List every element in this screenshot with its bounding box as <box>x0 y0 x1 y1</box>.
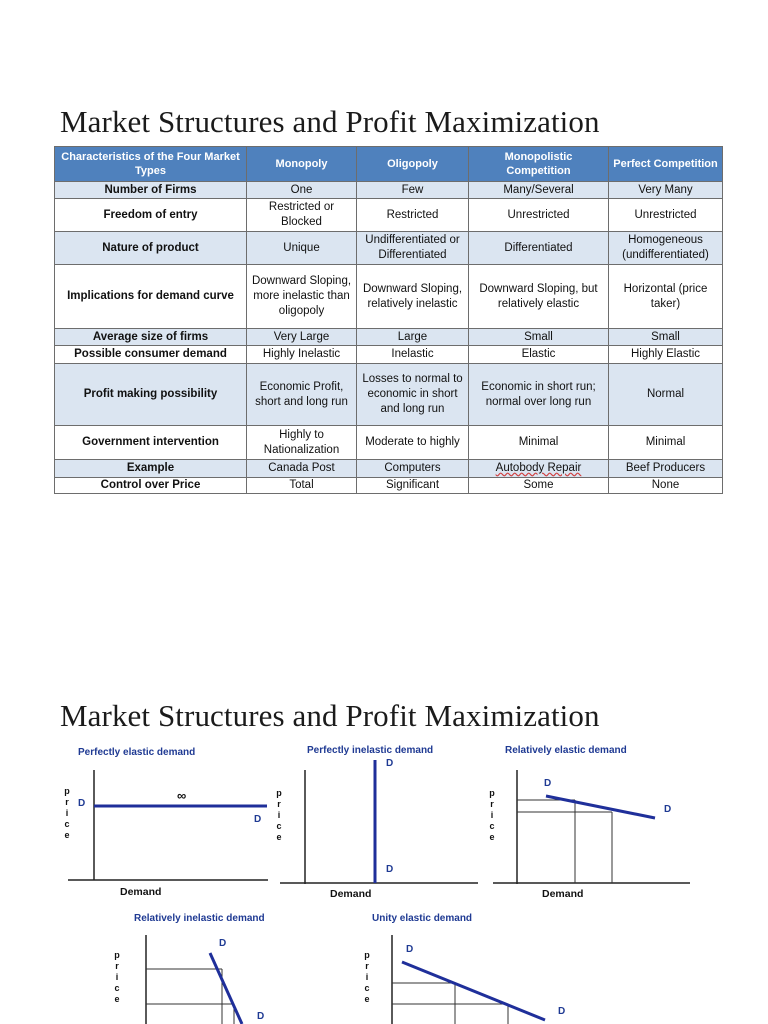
table-cell: Restricted or Blocked <box>247 199 357 232</box>
curve-label: D <box>386 864 394 875</box>
table-cell: Unrestricted <box>609 199 723 232</box>
table-cell: Unique <box>247 232 357 265</box>
table-cell: Very Many <box>609 182 723 199</box>
row-label: Freedom of entry <box>55 199 247 232</box>
chart-title: Perfectly inelastic demand <box>307 745 434 756</box>
table-cell: Highly Inelastic <box>247 346 357 364</box>
chart-title: Relatively elastic demand <box>505 745 627 756</box>
curve-label: D <box>558 1006 566 1017</box>
curve-label: D <box>254 814 262 825</box>
infinity-symbol: ∞ <box>177 788 187 803</box>
table-cell: Small <box>469 329 609 346</box>
table-cell: Minimal <box>609 426 723 460</box>
table-cell: Losses to normal to economic in short and long run <box>357 364 469 426</box>
table-cell: Canada Post <box>247 460 357 478</box>
curve-label: D <box>406 944 414 955</box>
demand-curve <box>402 962 545 1020</box>
table-cell: Beef Producers <box>609 460 723 478</box>
y-axis-label: p r i c e <box>114 950 120 1004</box>
y-axis-label: p r i c e <box>64 786 70 840</box>
table-cell: None <box>609 478 723 494</box>
curve-label: D <box>544 778 552 789</box>
curve-label: D <box>219 938 227 949</box>
y-axis-label: p r i c e <box>276 788 282 842</box>
table-cell: Significant <box>357 478 469 494</box>
table-cell: Economic in short run; normal over long run <box>469 364 609 426</box>
table-cell: Some <box>469 478 609 494</box>
table-cell: Horizontal (price taker) <box>609 265 723 329</box>
table-cell: Differentiated <box>469 232 609 265</box>
chart-title: Unity elastic demand <box>372 913 473 924</box>
header-cell: Perfect Competition <box>609 147 723 182</box>
row-label: Implications for demand curve <box>55 265 247 329</box>
table-cell: Elastic <box>469 346 609 364</box>
table-cell: Undifferentiated or Differentiated <box>357 232 469 265</box>
table-cell-text: Autobody Repair <box>495 462 582 474</box>
table-cell: Small <box>609 329 723 346</box>
row-label: Government intervention <box>55 426 247 460</box>
x-axis-label: Demand <box>120 886 162 898</box>
table-cell: Many/Several <box>469 182 609 199</box>
row-label: Control over Price <box>55 478 247 494</box>
header-cell: Monopoly <box>247 147 357 182</box>
curve-label: D <box>664 804 672 815</box>
table-cell: Total <box>247 478 357 494</box>
table-cell: Homogeneous (undifferentiated) <box>609 232 723 265</box>
table-cell: Very Large <box>247 329 357 346</box>
row-label: Number of Firms <box>55 182 247 199</box>
table-cell: Computers <box>357 460 469 478</box>
table-cell: Downward Sloping, but relatively elastic <box>469 265 609 329</box>
table-cell: Minimal <box>469 426 609 460</box>
table-cell: Highly to Nationalization <box>247 426 357 460</box>
curve-label: D <box>78 798 86 809</box>
header-cell: Characteristics of the Four Market Types <box>55 147 247 182</box>
table-cell: Downward Sloping, relatively inelastic <box>357 265 469 329</box>
chart-title: Relatively inelastic demand <box>134 913 265 924</box>
table-cell: Economic Profit, short and long run <box>247 364 357 426</box>
slide1-title: Market Structures and Profit Maximization <box>60 104 600 139</box>
header-cell: Monopolistic Competition <box>469 147 609 182</box>
row-label: Profit making possibility <box>55 364 247 426</box>
y-axis-label: p r i c e <box>489 788 495 842</box>
y-axis-label: p r i c e <box>364 950 370 1004</box>
table-cell: Unrestricted <box>469 199 609 232</box>
table-cell: Moderate to highly <box>357 426 469 460</box>
chart-title: Perfectly elastic demand <box>78 747 196 758</box>
row-label: Nature of product <box>55 232 247 265</box>
slide2-title: Market Structures and Profit Maximization <box>60 698 600 733</box>
curve-label: D <box>257 1011 265 1022</box>
table-cell: Highly Elastic <box>609 346 723 364</box>
header-cell: Oligopoly <box>357 147 469 182</box>
curve-label: D <box>386 758 394 769</box>
table-cell: Few <box>357 182 469 199</box>
x-axis-label: Demand <box>542 888 584 900</box>
row-label: Average size of firms <box>55 329 247 346</box>
table-cell: One <box>247 182 357 199</box>
table-cell: Downward Sloping, more inelastic than oligopoly <box>247 265 357 329</box>
table-cell: Large <box>357 329 469 346</box>
table-cell: Normal <box>609 364 723 426</box>
table-cell: Restricted <box>357 199 469 232</box>
row-label: Possible consumer demand <box>55 346 247 364</box>
row-label: Example <box>55 460 247 478</box>
table-cell: Inelastic <box>357 346 469 364</box>
x-axis-label: Demand <box>330 888 372 900</box>
